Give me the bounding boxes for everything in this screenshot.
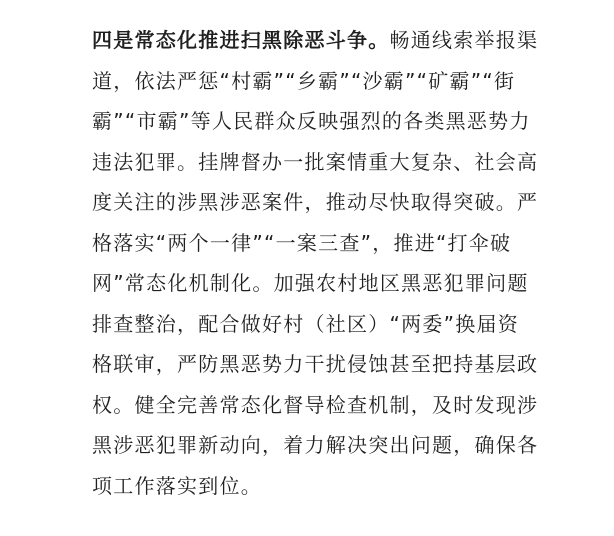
paragraph-line [92, 20, 554, 61]
article-paragraph [92, 20, 554, 506]
paragraph-line: 格落实“两个一律”“一案三查”，推进“打伞破 [92, 230, 512, 255]
paragraph-line: 道，依法严惩“村霸”“乡霸”“沙霸”“矿霸”“街 [92, 68, 516, 93]
paragraph-line: 权。健全完善常态化督导检查机制，及时发现涉 [92, 392, 539, 417]
paragraph-lead-heading: 四是常态化推进扫黑除恶斗争。 [92, 28, 390, 52]
paragraph-line: 霸”“市霸”等人民群众反映强烈的各类黑恶势力 [92, 109, 531, 133]
paragraph-line: 违法犯罪。挂牌督办一批案情重大复杂、社会高 [92, 149, 539, 174]
paragraph-line: 网”常态化机制化。加强农村地区黑恶犯罪问题 [92, 271, 529, 295]
paragraph-line: 格联审，严防黑恶势力干扰侵蚀甚至把持基层政 [92, 352, 539, 376]
paragraph-line: 度关注的涉黑涉恶案件，推动尽快取得突破。严 [92, 190, 539, 214]
paragraph-line: 项工作落实到位。 [92, 473, 262, 498]
paragraph-line: 排查整治，配合做好村（社区）“两委”换届资 [92, 311, 519, 336]
paragraph-line-text: 畅通线索举报渠 [389, 28, 539, 52]
paragraph-line: 黑涉恶犯罪新动向，着力解决突出问题，确保各 [92, 433, 539, 457]
